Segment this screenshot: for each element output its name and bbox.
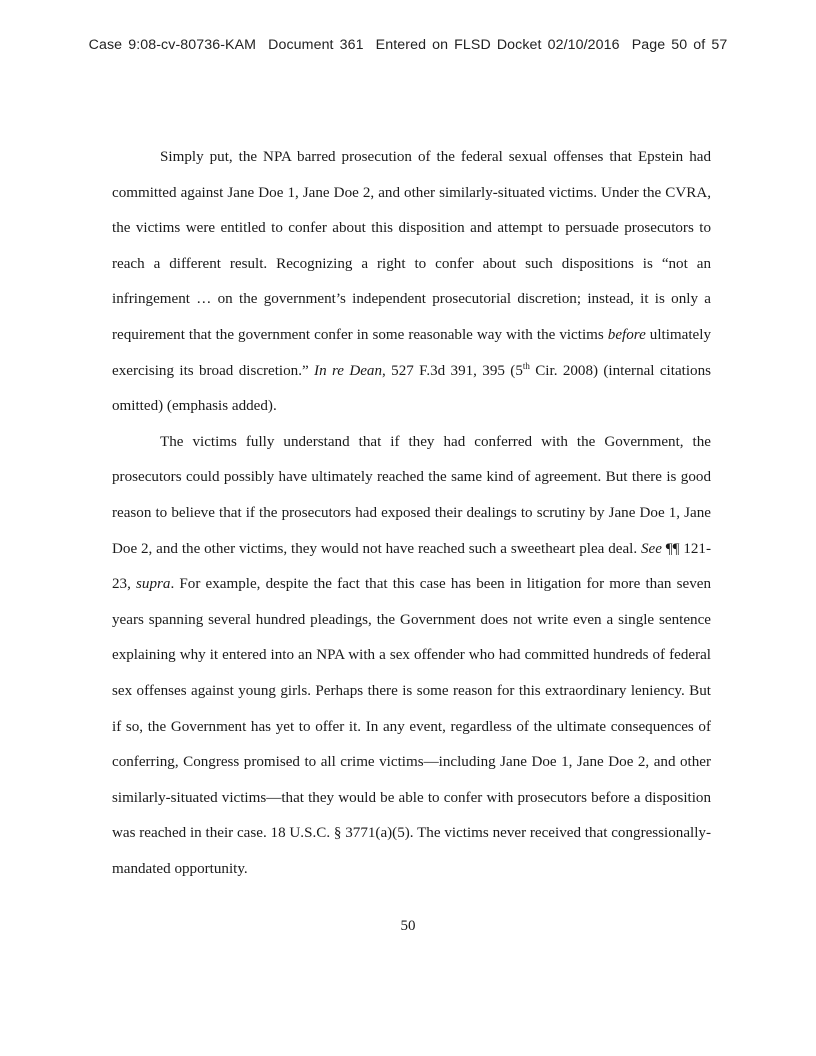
- text-segment: , 527 F.3d 391, 395 (5: [382, 362, 523, 379]
- paragraph-1: [112, 140, 711, 425]
- signal-see: See: [640, 540, 662, 557]
- text-segment: ultimately exercising its broad discretion.”: [112, 326, 711, 379]
- docket-entry-date: Entered on FLSD Docket 02/10/2016: [375, 37, 620, 53]
- case-citation-name: In re Dean: [314, 362, 383, 379]
- text-segment: ¶¶ 121-23,: [112, 540, 711, 593]
- page-of-total: Page 50 of 57: [631, 37, 728, 53]
- text-segment: Cir. 2008) (internal citations omitted) (emphasis added).: [112, 362, 711, 415]
- ordinal-superscript: th: [522, 360, 530, 371]
- paragraph-2: [112, 425, 711, 888]
- docket-header: [0, 37, 816, 53]
- text-segment: . For example, despite the fact that this case has been in litigation for more than seven years spanning several hundred pleadings, the Government does not write even a single sentence explaining why it entered into an NPA with a sex offender who had committed hundreds of federal sex offenses against young girls. Perhaps there is some reason for this extraordinary leniency. But if so, the Government has yet to offer it. In any event, regardless of the ultimate consequences of conferring, Congress promised to all crime victims—including Jane Doe 1, Jane Doe 2, and other similarly-situated victims—that they would be able to confer with prosecutors before a disposition was reached in their case. 18 U.S.C. § 3771(a)(5). The victims never received that congressionally-mandated opportunity.: [112, 576, 711, 877]
- emphasis-before: before: [607, 326, 646, 343]
- page-number: 50: [400, 918, 416, 934]
- document-body: [112, 140, 711, 887]
- text-segment: The victims fully understand that if they had conferred with the Government, the prosecutors could possibly have ultimately reached the same kind of agreement. But there is good reason to believe that if the prosecutors had exposed their dealings to scrutiny by Jane Doe 1, Jane Doe 2, and the other victims, they would not have reached such a sweetheart plea deal.: [112, 433, 711, 557]
- text-segment: Simply put, the NPA barred prosecution of the federal sexual offenses that Epstein had committed against Jane Doe 1, Jane Doe 2, and other similarly-situated victims. Under the CVRA, the victims were entitled to confer about this disposition and attempt to persuade prosecutors to reach a different result. Recognizing a right to confer about such dispositions is “not an infringement … on the government’s independent prosecutorial discretion; instead, it is only a requirement that the government confer in some reasonable way with the victims: [112, 149, 711, 343]
- document-number: Document 361: [268, 37, 364, 53]
- case-number: Case 9:08-cv-80736-KAM: [88, 37, 257, 53]
- signal-supra: supra: [136, 576, 171, 593]
